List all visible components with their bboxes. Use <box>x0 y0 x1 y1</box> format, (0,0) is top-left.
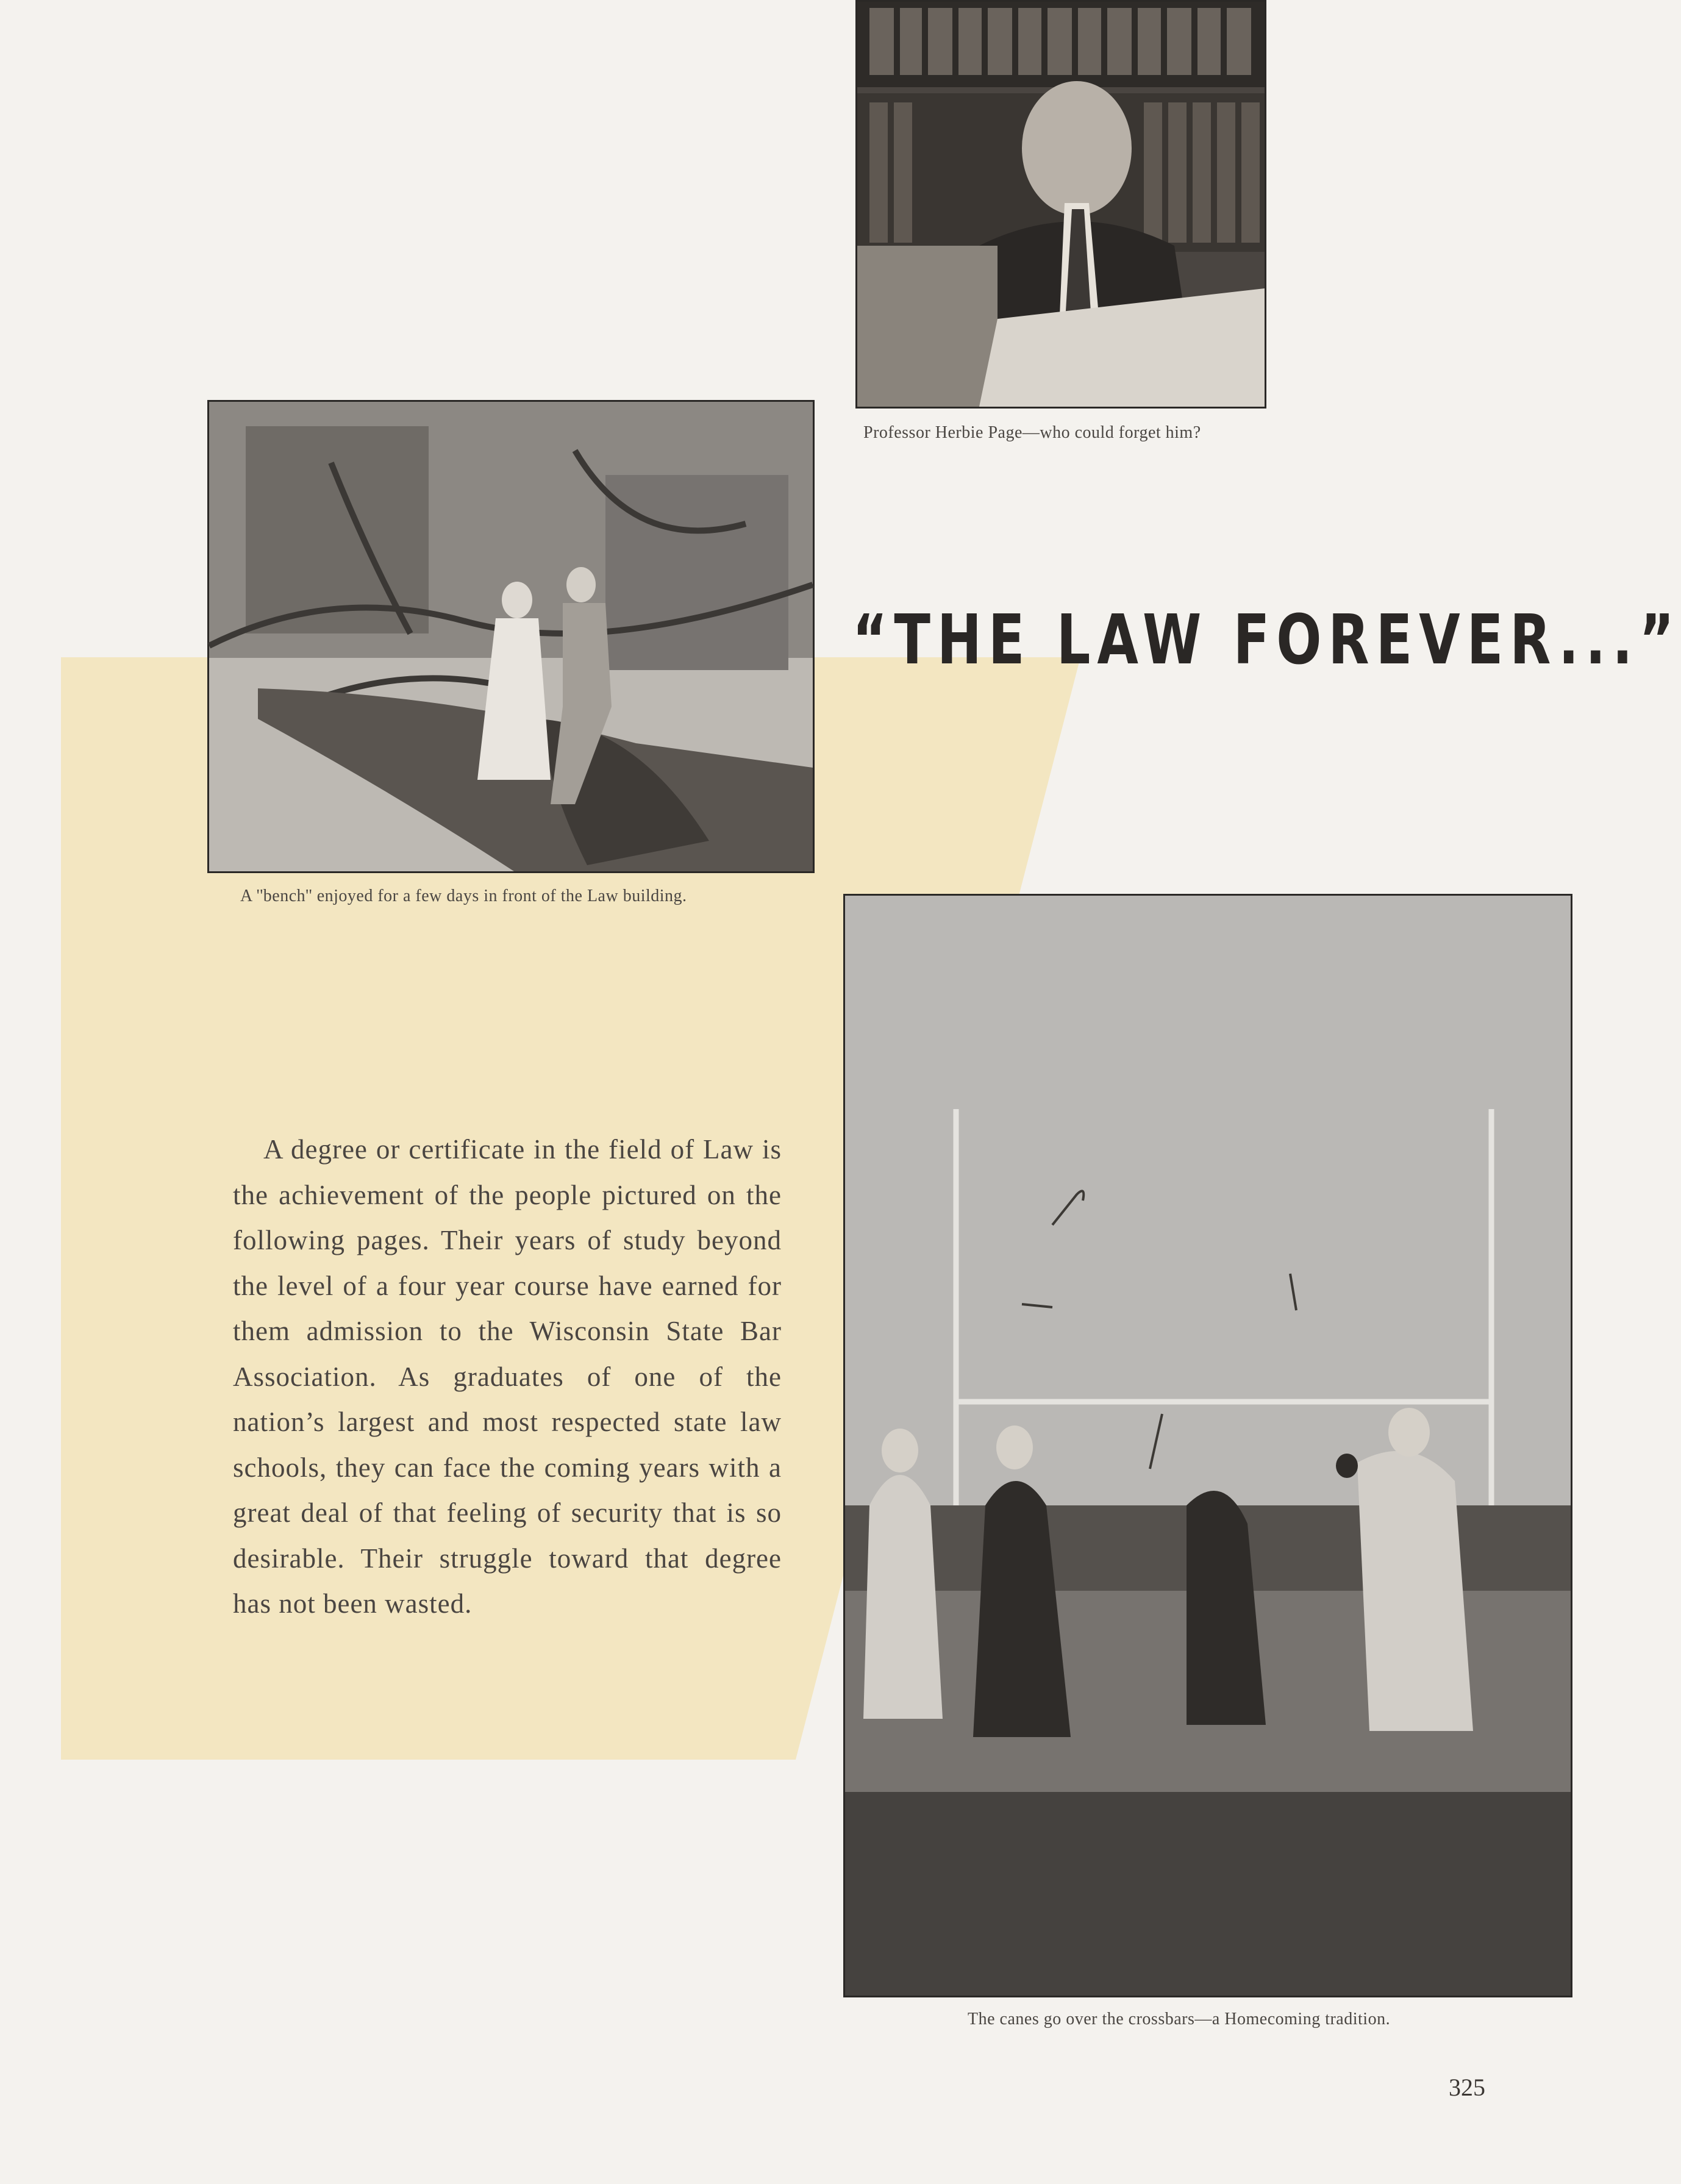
homecoming-photo-caption: The canes go over the crossbars—a Homecoming tradition. <box>968 2010 1391 2029</box>
homecoming-photo <box>843 894 1572 1997</box>
page-headline: “THE LAW FOREVER...” <box>852 601 1681 680</box>
bench-photo <box>207 400 815 873</box>
bench-photo-caption: A ''bench'' enjoyed for a few days in front of the Law building. <box>240 887 687 905</box>
page-number: 325 <box>1449 2074 1485 2101</box>
professor-photo-caption: Professor Herbie Page—who could forget him? <box>863 423 1201 442</box>
intro-paragraph: A degree or certificate in the field of Law is the achievement of the people pictured on the following pages. Their years of study beyond the level of a four year course have earned for them admission to the Wisconsin State Bar Association. As graduates of one of the nation’s largest and most respected state law schools, they can face the coming years with a great deal of that feeling of security that is so desirable. Their struggle toward that degree has not been wasted. <box>233 1134 782 1619</box>
professor-photo <box>855 0 1266 409</box>
